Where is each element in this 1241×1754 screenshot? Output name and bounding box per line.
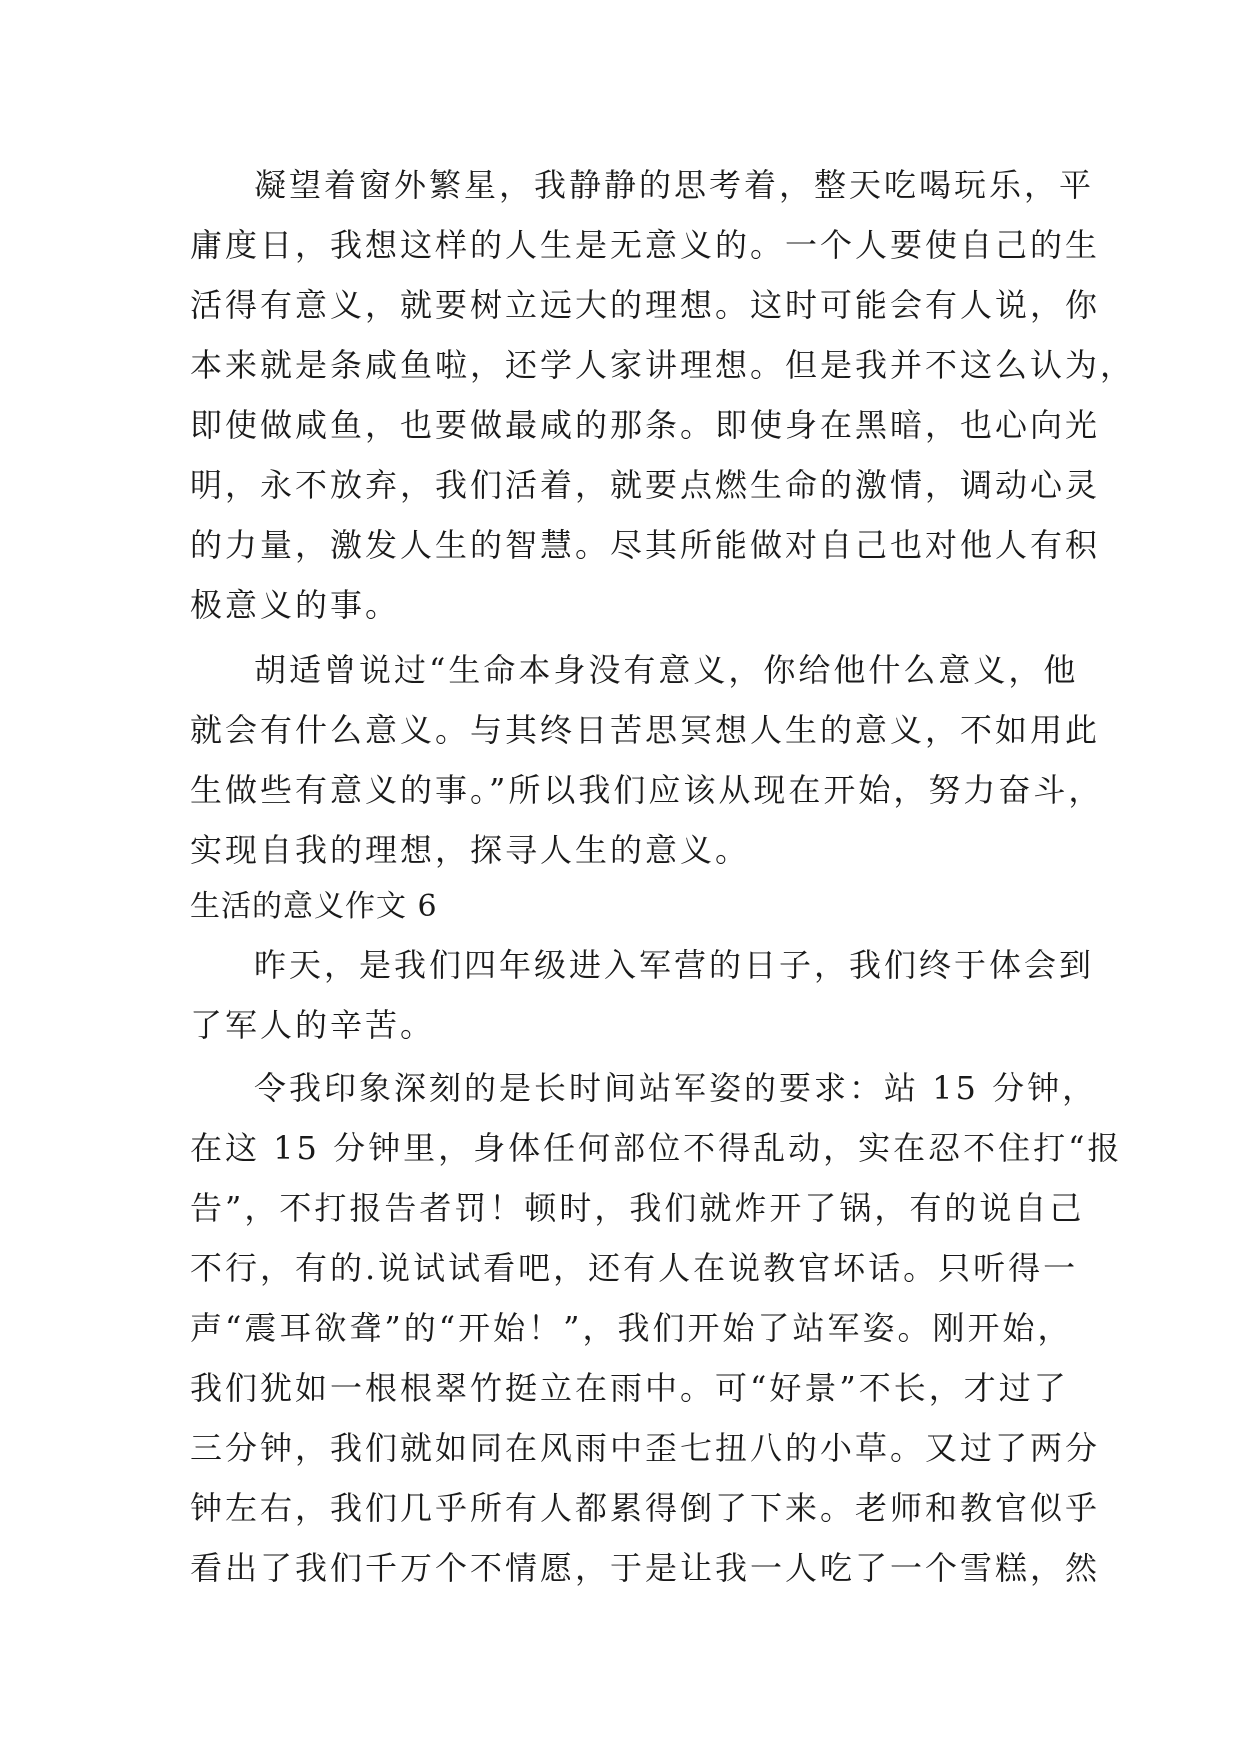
paragraph-4-line-3: 告”，不打报告者罚！顿时，我们就炸开了锅，有的说自己 [190,1189,1085,1227]
paragraph-2-line-2: 就会有什么意义。与其终日苦思冥想人生的意义，不如用此 [190,711,1101,749]
paragraph-4-line-9: 看出了我们千万个不情愿，于是让我一人吃了一个雪糕，然 [190,1549,1101,1587]
paragraph-3-line-2: 了军人的辛苦。 [190,1006,436,1044]
paragraph-4-line-6: 我们犹如一根根翠竹挺立在雨中。可“好景”不长，才过了 [190,1369,1069,1407]
paragraph-4-line-4: 不行，有的.说试试看吧，还有人在说教官坏话。只听得一 [190,1249,1079,1287]
paragraph-1-line-5: 即使做咸鱼，也要做最咸的那条。即使身在黑暗，也心向光 [190,406,1101,444]
paragraph-1-line-2: 庸度日，我想这样的人生是无意义的。一个人要使自己的生 [190,226,1101,264]
paragraph-2-line-4: 实现自我的理想，探寻人生的意义。 [190,831,751,869]
paragraph-4-line-8: 钟左右，我们几乎所有人都累得倒了下来。老师和教官似乎 [190,1489,1101,1527]
paragraph-4-line-2: 在这 15 分钟里，身体任何部位不得乱动，实在忍不住打“报 [190,1129,1123,1167]
paragraph-1-line-4: 本来就是条咸鱼啦，还学人家讲理想。但是我并不这么认为， [190,346,1136,384]
paragraph-1-line-8: 极意义的事。 [190,586,401,624]
paragraph-2-line-1: 胡适曾说过“生命本身没有意义，你给他什么意义，他 [254,651,1079,689]
paragraph-1-line-6: 明，永不放弃，我们活着，就要点燃生命的激情，调动心灵 [190,466,1101,504]
paragraph-1-line-1: 凝望着窗外繁星，我静静的思考着，整天吃喝玩乐，平 [254,166,1095,204]
paragraph-4-line-7: 三分钟，我们就如同在风雨中歪七扭八的小草。又过了两分 [190,1429,1101,1467]
paragraph-2-line-3: 生做些有意义的事。”所以我们应该从现在开始，努力奋斗， [190,771,1104,809]
paragraph-1-line-3: 活得有意义，就要树立远大的理想。这时可能会有人说，你 [190,286,1101,324]
paragraph-4-line-1: 令我印象深刻的是长时间站军姿的要求：站 15 分钟， [254,1069,1098,1107]
paragraph-1-line-7: 的力量，激发人生的智慧。尽其所能做对自己也对他人有积 [190,526,1101,564]
paragraph-3-line-1: 昨天，是我们四年级进入军营的日子，我们终于体会到 [254,946,1095,984]
paragraph-4-line-5: 声“震耳欲聋”的“开始！”，我们开始了站军姿。刚开始， [190,1309,1073,1347]
section-heading: 生活的意义作文 6 [190,889,438,924]
